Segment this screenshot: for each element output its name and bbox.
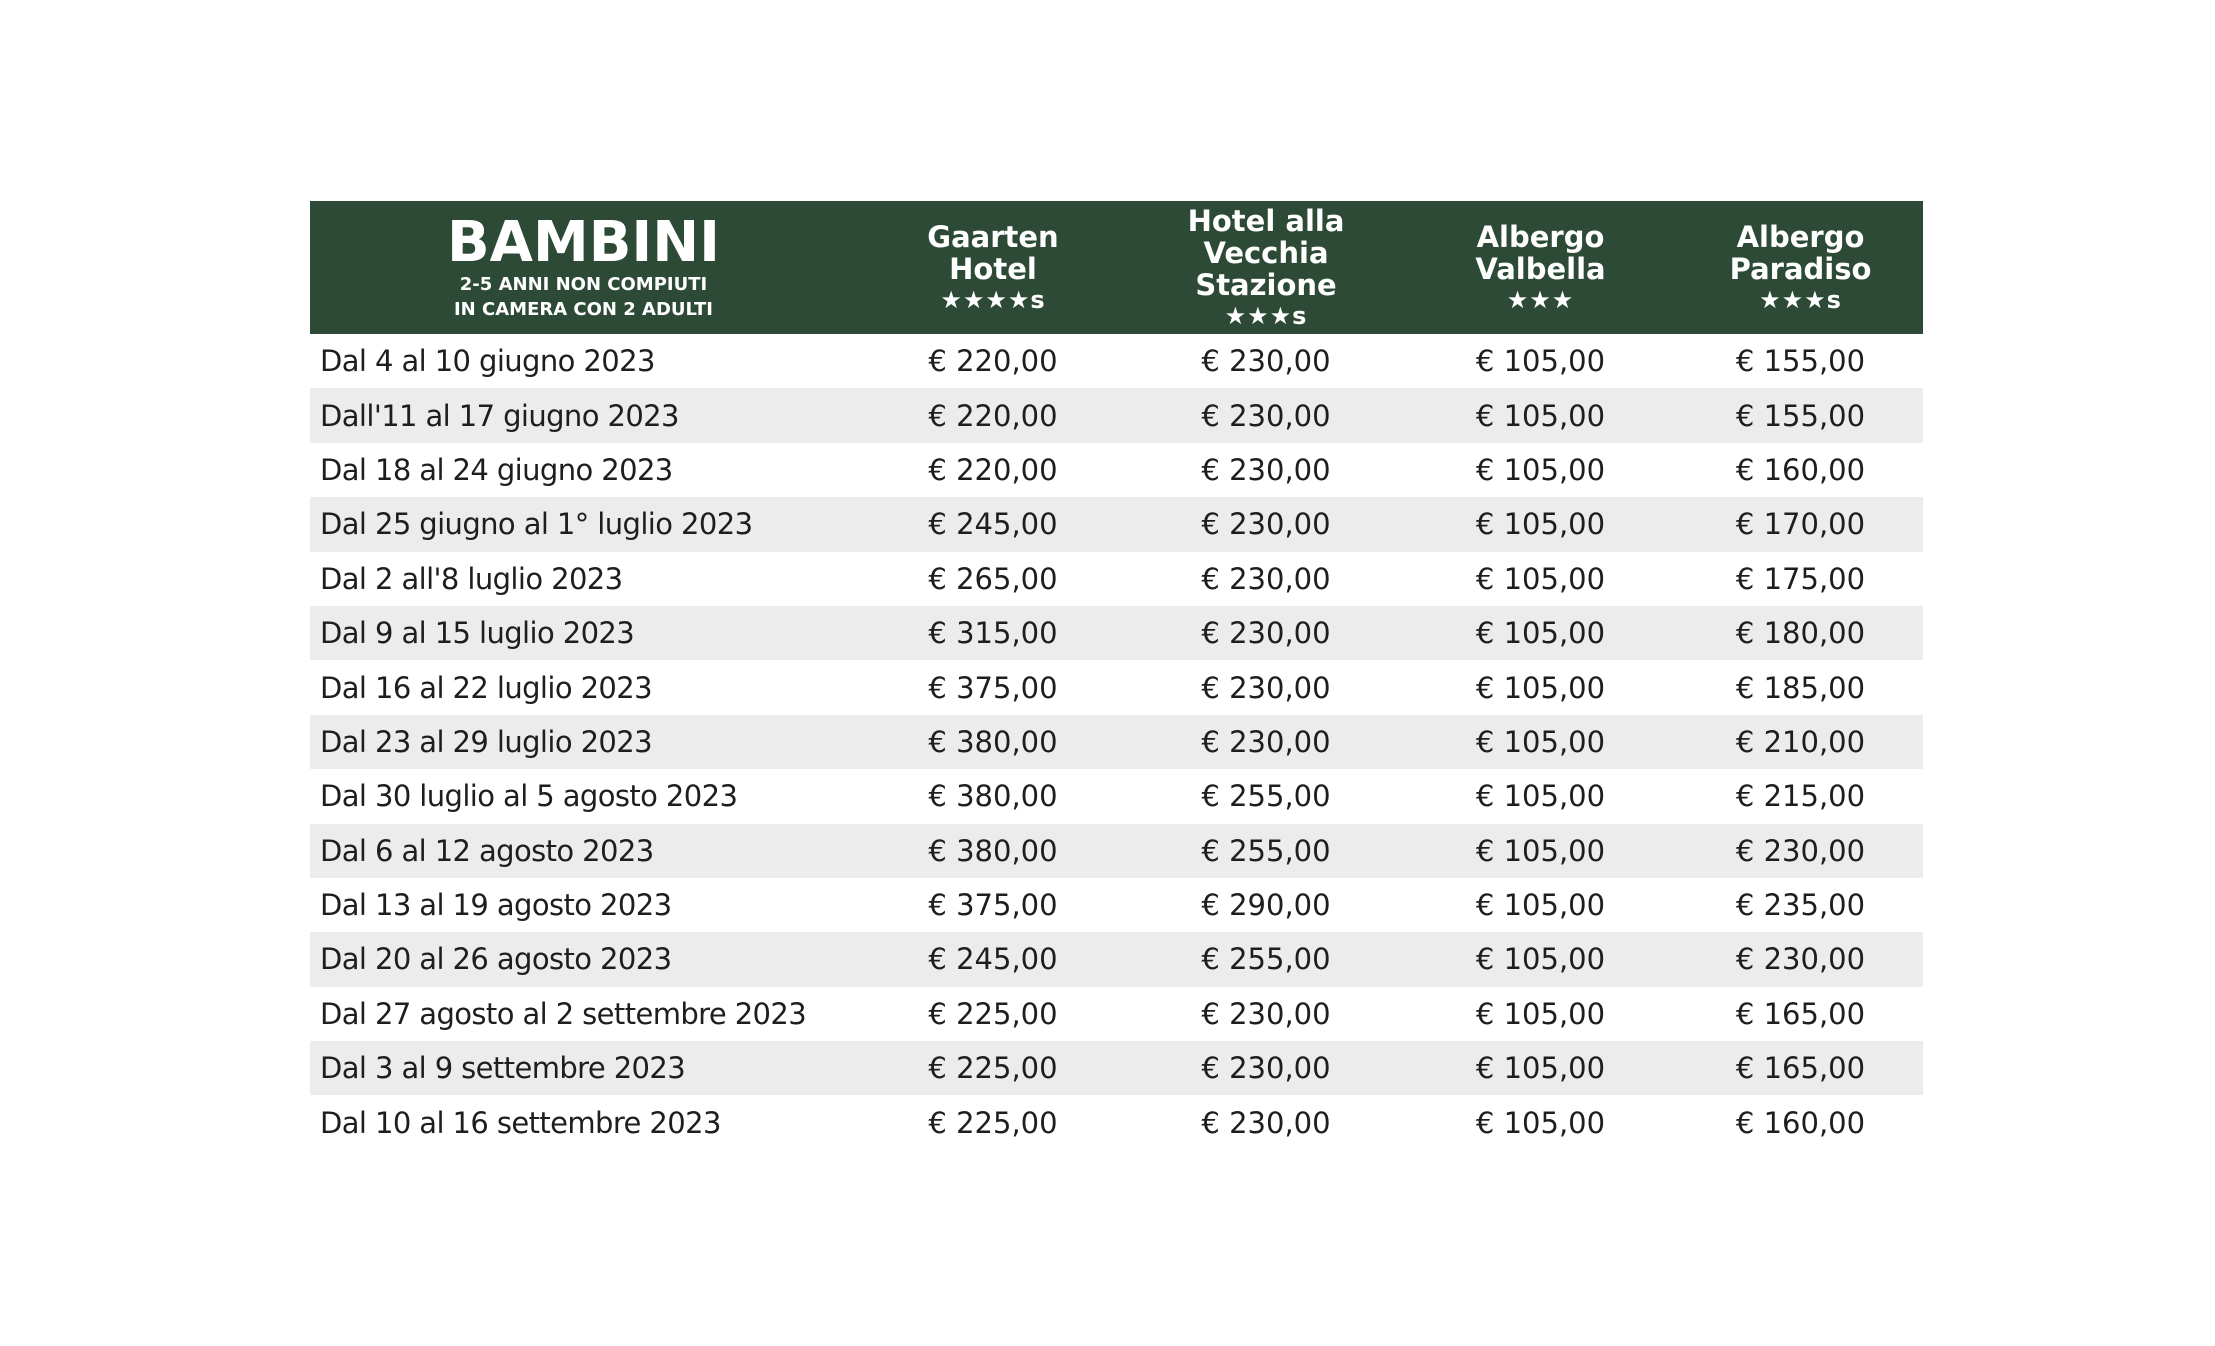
- price-cell: € 245,00: [857, 497, 1129, 551]
- table-row: [310, 388, 1923, 442]
- header-subtitle-line2: IN CAMERA CON 2 ADULTI: [453, 298, 714, 320]
- price-cell: € 105,00: [1475, 888, 1606, 923]
- period-cell: Dal 10 al 16 settembre 2023: [320, 1105, 721, 1140]
- table-row: [310, 334, 1923, 388]
- price-cell: € 375,00: [928, 670, 1058, 705]
- period-cell: Dal 6 al 12 agosto 2023: [310, 824, 857, 878]
- price-cell: € 175,00: [1735, 561, 1866, 596]
- price-cell: € 225,00: [857, 1041, 1129, 1095]
- hotel-name-line1: Albergo: [1476, 219, 1605, 254]
- price-cell: € 230,00: [1201, 561, 1331, 596]
- price-cell: € 105,00: [1475, 670, 1606, 705]
- price-cell: € 160,00: [1735, 1105, 1866, 1140]
- price-cell: € 230,00: [1201, 452, 1331, 487]
- price-cell: € 375,00: [928, 888, 1058, 923]
- price-cell: € 255,00: [1129, 824, 1403, 878]
- hotel-name-line2: Valbella: [1475, 251, 1606, 286]
- price-table: [310, 201, 1923, 1150]
- hotel-header-paradiso: [1678, 201, 1923, 334]
- price-cell: € 230,00: [1129, 388, 1403, 442]
- price-cell: € 105,00: [1475, 344, 1606, 379]
- price-cell: € 220,00: [857, 388, 1129, 442]
- period-cell: Dal 20 al 26 agosto 2023: [310, 932, 857, 986]
- period-cell: Dall'11 al 17 giugno 2023: [310, 388, 857, 442]
- price-cell: € 380,00: [928, 779, 1058, 814]
- price-cell: € 315,00: [857, 606, 1129, 660]
- price-cell: € 155,00: [1678, 388, 1923, 442]
- price-cell: € 380,00: [857, 824, 1129, 878]
- hotel-name-line1: Hotel alla: [1187, 203, 1345, 238]
- price-cell: € 230,00: [1129, 497, 1403, 551]
- price-cell: € 165,00: [1678, 1041, 1923, 1095]
- price-cell: € 380,00: [857, 715, 1129, 769]
- period-cell: Dal 4 al 10 giugno 2023: [320, 344, 655, 379]
- table-row: [310, 606, 1923, 660]
- table-row: [310, 987, 1923, 1041]
- hotel-name-line2: Hotel: [949, 251, 1037, 286]
- price-cell: € 105,00: [1403, 1041, 1678, 1095]
- price-cell: € 155,00: [1735, 344, 1866, 379]
- hotel-header-valbella: [1403, 201, 1678, 334]
- price-cell: € 265,00: [928, 561, 1058, 596]
- hotel-stars: ★★★s: [1759, 285, 1842, 314]
- price-cell: € 255,00: [1129, 932, 1403, 986]
- price-cell: € 255,00: [1201, 779, 1331, 814]
- price-cell: € 290,00: [1201, 888, 1331, 923]
- header-title: BAMBINI: [447, 209, 720, 275]
- period-cell: Dal 30 luglio al 5 agosto 2023: [320, 779, 738, 814]
- price-cell: € 105,00: [1475, 996, 1606, 1031]
- price-cell: € 105,00: [1475, 779, 1606, 814]
- price-cell: € 105,00: [1403, 932, 1678, 986]
- period-cell: Dal 16 al 22 luglio 2023: [320, 670, 652, 705]
- hotel-header-gaarten: [857, 201, 1129, 334]
- table-row: [310, 497, 1923, 551]
- table-row: [310, 932, 1923, 986]
- price-cell: € 185,00: [1735, 670, 1866, 705]
- price-cell: € 230,00: [1678, 824, 1923, 878]
- hotel-stars: ★★★★s: [940, 285, 1046, 314]
- period-cell: Dal 13 al 19 agosto 2023: [320, 888, 672, 923]
- price-cell: € 165,00: [1735, 996, 1866, 1031]
- header-category-cell: [310, 201, 857, 334]
- hotel-name-line2: Vecchia Stazione: [1195, 235, 1337, 302]
- hotel-name-line1: Albergo: [1736, 219, 1865, 254]
- price-cell: € 235,00: [1735, 888, 1866, 923]
- period-cell: Dal 27 agosto al 2 settembre 2023: [320, 996, 807, 1031]
- table-row: [310, 1095, 1923, 1149]
- price-cell: € 230,00: [1201, 344, 1331, 379]
- period-cell: Dal 9 al 15 luglio 2023: [310, 606, 857, 660]
- price-cell: € 105,00: [1403, 824, 1678, 878]
- table-row: [310, 715, 1923, 769]
- price-cell: € 105,00: [1475, 452, 1606, 487]
- table-row: [310, 552, 1923, 606]
- price-cell: € 225,00: [928, 996, 1058, 1031]
- price-cell: € 105,00: [1403, 606, 1678, 660]
- price-cell: € 105,00: [1403, 497, 1678, 551]
- price-cell: € 105,00: [1403, 388, 1678, 442]
- price-cell: € 215,00: [1735, 779, 1866, 814]
- price-cell: € 230,00: [1201, 670, 1331, 705]
- hotel-name-line1: Gaarten: [927, 219, 1059, 254]
- period-cell: Dal 18 al 24 giugno 2023: [320, 452, 673, 487]
- table-row: [310, 878, 1923, 932]
- price-cell: € 210,00: [1678, 715, 1923, 769]
- price-cell: € 230,00: [1201, 996, 1331, 1031]
- table-row: [310, 1041, 1923, 1095]
- hotel-header-vecchia-stazione: [1129, 201, 1403, 334]
- price-cell: € 105,00: [1403, 715, 1678, 769]
- price-cell: € 220,00: [928, 452, 1058, 487]
- price-cell: € 105,00: [1475, 561, 1606, 596]
- price-cell: € 245,00: [857, 932, 1129, 986]
- rate-table-body: [310, 334, 1923, 1150]
- price-cell: € 180,00: [1678, 606, 1923, 660]
- price-cell: € 230,00: [1129, 715, 1403, 769]
- price-cell: € 105,00: [1475, 1105, 1606, 1140]
- price-cell: € 160,00: [1735, 452, 1866, 487]
- period-cell: Dal 23 al 29 luglio 2023: [310, 715, 857, 769]
- price-cell: € 230,00: [1678, 932, 1923, 986]
- price-cell: € 170,00: [1678, 497, 1923, 551]
- period-cell: Dal 2 all'8 luglio 2023: [320, 561, 623, 596]
- table-row: [310, 443, 1923, 497]
- table-row: [310, 660, 1923, 714]
- hotel-stars: ★★★s: [1224, 301, 1308, 330]
- price-cell: € 220,00: [928, 344, 1058, 379]
- price-cell: € 225,00: [928, 1105, 1058, 1140]
- table-header-row: [310, 201, 1923, 334]
- period-cell: Dal 3 al 9 settembre 2023: [310, 1041, 857, 1095]
- price-cell: € 230,00: [1129, 606, 1403, 660]
- hotel-name-line2: Paradiso: [1729, 251, 1872, 286]
- header-subtitle-line1: 2-5 ANNI NON COMPIUTI: [459, 273, 708, 295]
- price-cell: € 230,00: [1129, 1041, 1403, 1095]
- price-cell: € 230,00: [1201, 1105, 1331, 1140]
- table-row: [310, 824, 1923, 878]
- table-row: [310, 769, 1923, 823]
- period-cell: Dal 25 giugno al 1° luglio 2023: [310, 497, 857, 551]
- hotel-stars: ★★★: [1506, 285, 1575, 314]
